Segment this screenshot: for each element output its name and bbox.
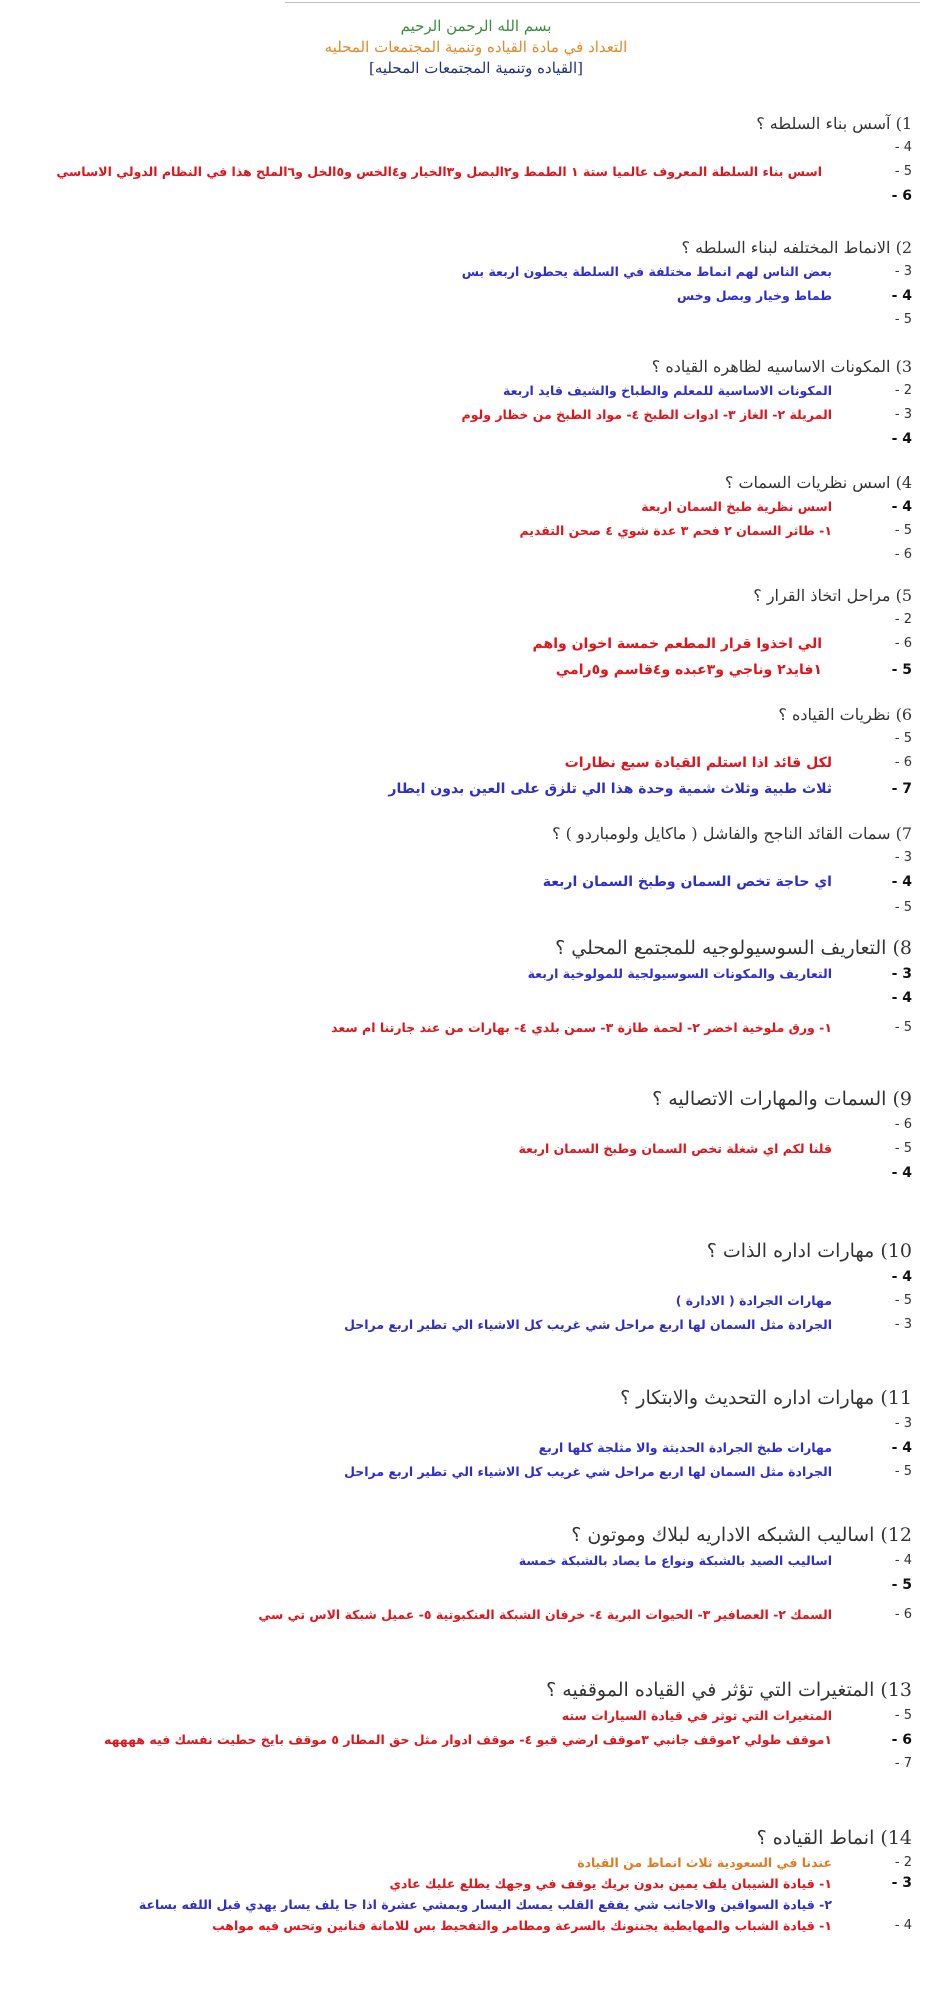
answer-text: ثلاث طبية وثلاث شمية وحدة هذا الي تلزق على العين بدون ايطار (388, 781, 832, 797)
item-number: 6 - (891, 1732, 912, 1748)
item-number: 5 - (894, 900, 912, 915)
answer-text: ١- قيادة الشباب والمهايطية يجننونك بالسرعة ومطامر والتفحيط بس للامانة فنانين وتحس فيه مواهب (212, 1918, 832, 1933)
item-number: 5 - (894, 1020, 912, 1035)
question-title: 4) اسس نظريات السمات ؟ (724, 473, 912, 492)
answer-row (32, 870, 912, 896)
answer-row (32, 986, 912, 1016)
answer-text: ٢- قيادة السواقين والاجانب شي يفقع القلب يمسك اليسار ويمشي عشرة اذا جا يلف يسار يهدي قبل اللفه بساعة (138, 1897, 832, 1912)
answer-row (32, 1728, 912, 1752)
item-number: 3 - (894, 1416, 912, 1431)
item-number: 5 - (894, 312, 912, 327)
item-number: 4 - (894, 1918, 912, 1933)
answer-row (32, 846, 912, 870)
question-title: 8) التعاريف السوسيولوجيه للمجتمع المحلي ؟ (555, 937, 912, 959)
item-number: 4 - (891, 874, 912, 890)
question-title: 10) مهارات اداره الذات ؟ (706, 1240, 912, 1262)
question-block (32, 1085, 912, 1185)
question-block (32, 703, 912, 803)
answer-text: الجرادة مثل السمان لها اربع مراحل شي غريب كل الاشياء الي تطير اربع مراحل (344, 1464, 832, 1479)
question-block (32, 236, 912, 332)
answer-row (32, 962, 912, 986)
answer-text: ١فايد٢ وناجي و٣عبده و٤قاسم و٥رامي (555, 662, 822, 678)
answer-row (32, 379, 912, 403)
answer-row (32, 1573, 912, 1603)
item-number: 4 - (894, 140, 912, 155)
item-number: 6 - (894, 636, 912, 651)
answer-row (32, 1752, 912, 1776)
question-title: 11) مهارات اداره التحديث والابتكار ؟ (620, 1387, 912, 1409)
answer-row (32, 1137, 912, 1161)
answer-row (32, 1704, 912, 1728)
question-title: 5) مراحل اتخاذ القرار ؟ (753, 586, 912, 605)
answer-row (32, 632, 912, 658)
question-block (32, 471, 912, 567)
answer-text: اي حاجة تخص السمان وطبخ السمان اربعة (542, 874, 832, 890)
answer-text: اسس نظرية طبخ السمان اربعة (641, 499, 832, 514)
answer-row (32, 1460, 912, 1484)
item-number: 5 - (894, 164, 912, 179)
answer-row (32, 608, 912, 632)
answer-row (32, 160, 912, 184)
answer-text: اساليب الصيد بالشبكة ونواع ما يصاد بالشبكة خمسة (518, 1553, 832, 1568)
answer-row (32, 1915, 912, 1936)
question-title: 3) المكونات الاساسيه لظاهره القياده ؟ (651, 357, 912, 376)
answer-row (32, 1603, 912, 1627)
answer-text: الي اخذوا قرار المطعم خمسة اخوان واهم (532, 636, 822, 652)
answer-row (32, 777, 912, 803)
answer-row (32, 1549, 912, 1573)
item-number: 4 - (894, 1553, 912, 1568)
question-block (32, 1237, 912, 1337)
answer-row (32, 1852, 912, 1873)
item-number: 2 - (894, 612, 912, 627)
answer-text: مهارات طبخ الجرادة الحديثة والا مثلجة كلها اربع (538, 1440, 832, 1455)
answer-text: التعاريف والمكونات السوسيولجية للمولوخية اربعة (527, 966, 832, 981)
question-block (32, 934, 912, 1040)
answer-row (32, 427, 912, 451)
top-divider (285, 2, 920, 3)
answer-text: ١موقف طولي ٢موقف جانبي ٣موقف ارضي قبو ٤- موقف ادوار مثل حق المطار ٥ موقف بايخ حطيت نفسك فيه ههههه (104, 1732, 832, 1747)
item-number: 4 - (891, 288, 912, 304)
item-number: 5 - (891, 662, 912, 678)
answer-text: قلنا لكم اي شغلة تخص السمان وطبخ السمان اربعة (518, 1141, 832, 1156)
question-title: 6) نظريات القياده ؟ (778, 705, 912, 724)
answer-row (32, 403, 912, 427)
answer-row (32, 1161, 912, 1185)
question-block (32, 1384, 912, 1484)
basmala: بسم الله الرحمن الرحيم (400, 17, 552, 35)
question-title: 7) سمات القائد الناجح والفاشل ( ماكايل ولومباردو ) ؟ (552, 824, 912, 843)
answer-row (32, 1016, 912, 1040)
question-title: 13) المتغيرات التي تؤثر في القياده الموقفيه ؟ (546, 1679, 912, 1701)
question-block (32, 1824, 912, 1936)
item-number: 3 - (894, 264, 912, 279)
item-number: 4 - (891, 431, 912, 447)
question-block (32, 822, 912, 920)
answer-text: ١- طاثر السمان ٢ فحم ٣ عدة شوي ٤ صحن التقديم (519, 523, 832, 538)
answer-text: لكل قائد اذا استلم القيادة سبع نظارات (564, 755, 832, 771)
item-number: 5 - (894, 1708, 912, 1723)
answer-row (32, 658, 912, 684)
question-title: 14) انماط القياده ؟ (756, 1827, 912, 1849)
answer-text: المريلة ٢- الغاز ٣- ادوات الطبخ ٤- مواد الطبخ من خظار ولوم (461, 407, 832, 422)
answer-text: طماط وخيار وبصل وخس (676, 288, 832, 303)
item-number: 4 - (891, 1165, 912, 1181)
answer-row (32, 1436, 912, 1460)
question-title: 12) اساليب الشبكه الاداريه لبلاك وموتون ؟ (571, 1524, 912, 1546)
answer-row (32, 896, 912, 920)
answer-row (32, 519, 912, 543)
item-number: 5 - (894, 1464, 912, 1479)
answer-text: ١- قيادة الشيبان يلف يمين بدون بريك يوقف في وجهك يطلع عليك عادي (389, 1876, 832, 1891)
header (0, 16, 952, 79)
question-block (32, 1521, 912, 1627)
question-title: 2) الانماط المختلفه لبناء السلطه ؟ (681, 238, 912, 257)
item-number: 3 - (891, 966, 912, 982)
answer-row (32, 1412, 912, 1436)
item-number: 5 - (894, 731, 912, 746)
answer-text: اسس بناء السلطة المعروف عالميا ستة ١ الطمط و٢البصل و٣الخيار و٤الخس و٥الخل و٦الملح هذا في النظام الدولي الاساسي (56, 164, 822, 179)
answer-text: بعض الناس لهم انماط مختلفة في السلطة يحطون اربعة بس (461, 264, 832, 279)
answer-row (32, 1113, 912, 1137)
item-number: 6 - (894, 1117, 912, 1132)
answer-text: ١- ورق ملوخية اخضر ٢- لحمة طازة ٣- سمن بلدي ٤- بهارات من عند جارتنا ام سعد (331, 1020, 832, 1035)
item-number: 4 - (891, 990, 912, 1006)
answer-text: عندنا في السعودية ثلاث انماط من القيادة (577, 1855, 832, 1870)
answer-row (32, 184, 912, 208)
answer-text: الجرادة مثل السمان لها اربع مراحل شي غريب كل الاشياء الي تطير اربع مراحل (344, 1317, 832, 1332)
item-number: 2 - (894, 383, 912, 398)
item-number: 5 - (894, 1293, 912, 1308)
answer-row (32, 260, 912, 284)
item-number: 5 - (891, 1577, 912, 1593)
item-number: 4 - (891, 499, 912, 515)
answer-text: السمك ٢- العصافير ٣- الحيوات البرية ٤- خرفان الشبكة العنكبوتية ٥- عميل شبكة الاس تي سي (258, 1607, 832, 1622)
answer-row (32, 1873, 912, 1894)
answer-row (32, 1894, 912, 1915)
item-number: 3 - (894, 850, 912, 865)
answer-row (32, 727, 912, 751)
item-number: 5 - (894, 1141, 912, 1156)
answer-row (32, 751, 912, 777)
question-block (32, 1676, 912, 1776)
item-number: 7 - (891, 781, 912, 797)
item-number: 6 - (894, 1607, 912, 1622)
item-number: 4 - (891, 1269, 912, 1285)
answer-row (32, 308, 912, 332)
answer-text: مهارات الجرادة ( الادارة ) (675, 1293, 832, 1308)
question-block (32, 584, 912, 684)
question-title: 9) السمات والمهارات الاتصاليه ؟ (652, 1088, 912, 1110)
item-number: 3 - (891, 1875, 912, 1891)
item-number: 7 - (894, 1756, 912, 1771)
answer-row (32, 1313, 912, 1337)
question-title: 1) آسس بناء السلطه ؟ (756, 114, 912, 133)
item-number: 6 - (894, 547, 912, 562)
answer-row (32, 136, 912, 160)
answer-row (32, 1265, 912, 1289)
answer-row (32, 495, 912, 519)
item-number: 4 - (891, 1440, 912, 1456)
item-number: 6 - (891, 188, 912, 204)
item-number: 3 - (894, 407, 912, 422)
item-number: 5 - (894, 523, 912, 538)
answer-row (32, 1289, 912, 1313)
document-subtitle: التعداد في مادة القياده وتنمية المجتمعات المحليه (324, 38, 628, 56)
item-number: 3 - (894, 1317, 912, 1332)
answer-row (32, 284, 912, 308)
subject-title: [القياده وتنمية المجتمعات المحليه] (369, 59, 583, 77)
item-number: 6 - (894, 755, 912, 770)
answer-text: المتغيرات التي توثر في قيادة السيارات سته (561, 1708, 832, 1723)
item-number: 2 - (894, 1855, 912, 1870)
question-block (32, 112, 912, 208)
answer-text: المكونات الاساسية للمعلم والطباخ والشيف قايد اربعة (502, 383, 832, 398)
question-block (32, 355, 912, 451)
answer-row (32, 543, 912, 567)
